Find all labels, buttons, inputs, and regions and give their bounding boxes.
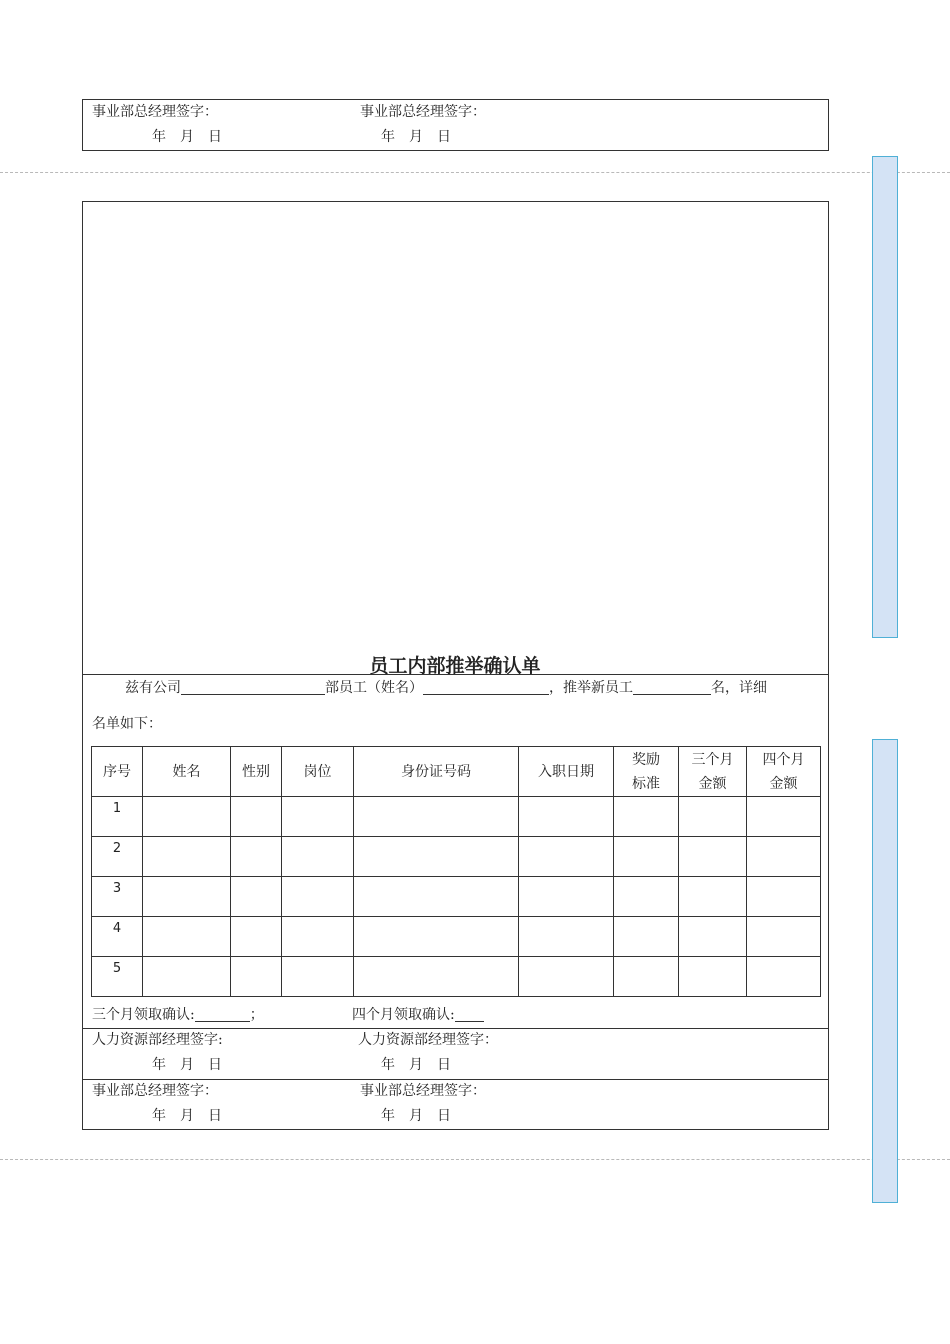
table-cell[interactable] [354,797,519,837]
table-cell[interactable] [143,797,231,837]
table-cell[interactable] [519,917,614,957]
confirm-semicolon: ； [249,1007,264,1023]
table-header-cell: 奖励 标准 [614,747,679,797]
table-cell[interactable] [231,917,282,957]
table-cell[interactable] [747,877,821,917]
table-cell[interactable] [747,917,821,957]
cut-line-bottom [0,1159,950,1160]
table-header-row [92,747,821,797]
table-header-cell: 姓名 [143,747,231,797]
side-tab-lower [872,739,898,1203]
table-cell[interactable] [679,877,747,917]
top-left-date-label: 年 月 日 [152,129,222,145]
table-row [92,957,821,997]
hr-left-sign-label: 人力资源部经理签字: [92,1032,223,1048]
cut-line-top [0,172,950,173]
recommendation-table [91,746,821,997]
table-cell[interactable] [679,957,747,997]
table-cell[interactable] [519,957,614,997]
row-number-cell: 4 [92,917,143,957]
count-blank[interactable] [633,680,711,695]
table-cell[interactable] [354,957,519,997]
three-month-confirm-blank[interactable] [195,1007,250,1022]
table-cell[interactable] [231,877,282,917]
table-cell[interactable] [354,837,519,877]
table-cell[interactable] [679,837,747,877]
employee-name-blank[interactable] [423,680,549,695]
table-cell[interactable] [282,957,354,997]
table-cell[interactable] [614,917,679,957]
table-cell[interactable] [282,877,354,917]
table-cell[interactable] [614,957,679,997]
intro-line-1 [125,680,767,695]
division-left-sign-label: 事业部总经理签字： [92,1083,218,1099]
form-title: 员工内部推举确认单 [369,655,541,677]
table-row [92,917,821,957]
four-month-confirm-label: 四个月领取确认: [352,1007,455,1023]
top-right-sign-label: 事业部总经理签字： [360,104,486,120]
table-cell[interactable] [282,837,354,877]
table-row [92,837,821,877]
row-number-cell: 2 [92,837,143,877]
division-left-date-label: 年 月 日 [152,1108,222,1124]
top-left-sign-label: 事业部总经理签字： [92,104,218,120]
table-cell[interactable] [679,917,747,957]
table-cell[interactable] [614,837,679,877]
confirm-line [92,1007,264,1022]
table-cell[interactable] [231,957,282,997]
table-header-cell: 三个月 金额 [679,747,747,797]
row-number-cell: 5 [92,957,143,997]
intro-prefix: 兹有公司 [125,680,181,696]
table-cell[interactable] [354,917,519,957]
table-header-cell: 序号 [92,747,143,797]
hr-divider [82,1028,829,1029]
table-cell[interactable] [614,877,679,917]
table-header-cell: 入职日期 [519,747,614,797]
table-cell[interactable] [231,797,282,837]
hr-right-sign-label: 人力资源部经理签字： [358,1032,498,1048]
table-cell[interactable] [143,917,231,957]
table-cell[interactable] [282,797,354,837]
table-cell[interactable] [747,957,821,997]
intro-line-2: 名单如下： [92,716,162,732]
table-row [92,797,821,837]
table-cell[interactable] [231,837,282,877]
division-right-date-label: 年 月 日 [381,1108,451,1124]
four-month-confirm-blank[interactable] [455,1007,484,1022]
table-row [92,877,821,917]
table-cell[interactable] [143,837,231,877]
table-cell[interactable] [519,837,614,877]
title-divider [82,674,829,675]
three-month-confirm-label: 三个月领取确认: [92,1007,195,1023]
table-cell[interactable] [282,917,354,957]
side-tab-upper [872,156,898,638]
intro-recommend: ，推举新员工 [549,680,633,696]
table-cell[interactable] [143,877,231,917]
table-cell[interactable] [679,797,747,837]
table-cell[interactable] [614,797,679,837]
division-divider [82,1079,829,1080]
top-right-date-label: 年 月 日 [381,129,451,145]
row-number-cell: 1 [92,797,143,837]
table-header-cell: 性别 [231,747,282,797]
table-cell[interactable] [519,877,614,917]
table-header-cell: 四个月 金额 [747,747,821,797]
division-right-sign-label: 事业部总经理签字： [360,1083,486,1099]
table-cell[interactable] [519,797,614,837]
table-header-cell: 身份证号码 [354,747,519,797]
table-cell[interactable] [354,877,519,917]
table-header-cell: 岗位 [282,747,354,797]
table-cell[interactable] [143,957,231,997]
intro-dept-staff: 部员工（姓名） [325,680,423,696]
hr-right-date-label: 年 月 日 [381,1057,451,1073]
hr-left-date-label: 年 月 日 [152,1057,222,1073]
intro-count-suffix: 名，详细 [711,680,767,696]
table-cell[interactable] [747,837,821,877]
company-blank[interactable] [181,680,325,695]
table-cell[interactable] [747,797,821,837]
confirm-line-right [352,1007,484,1022]
row-number-cell: 3 [92,877,143,917]
